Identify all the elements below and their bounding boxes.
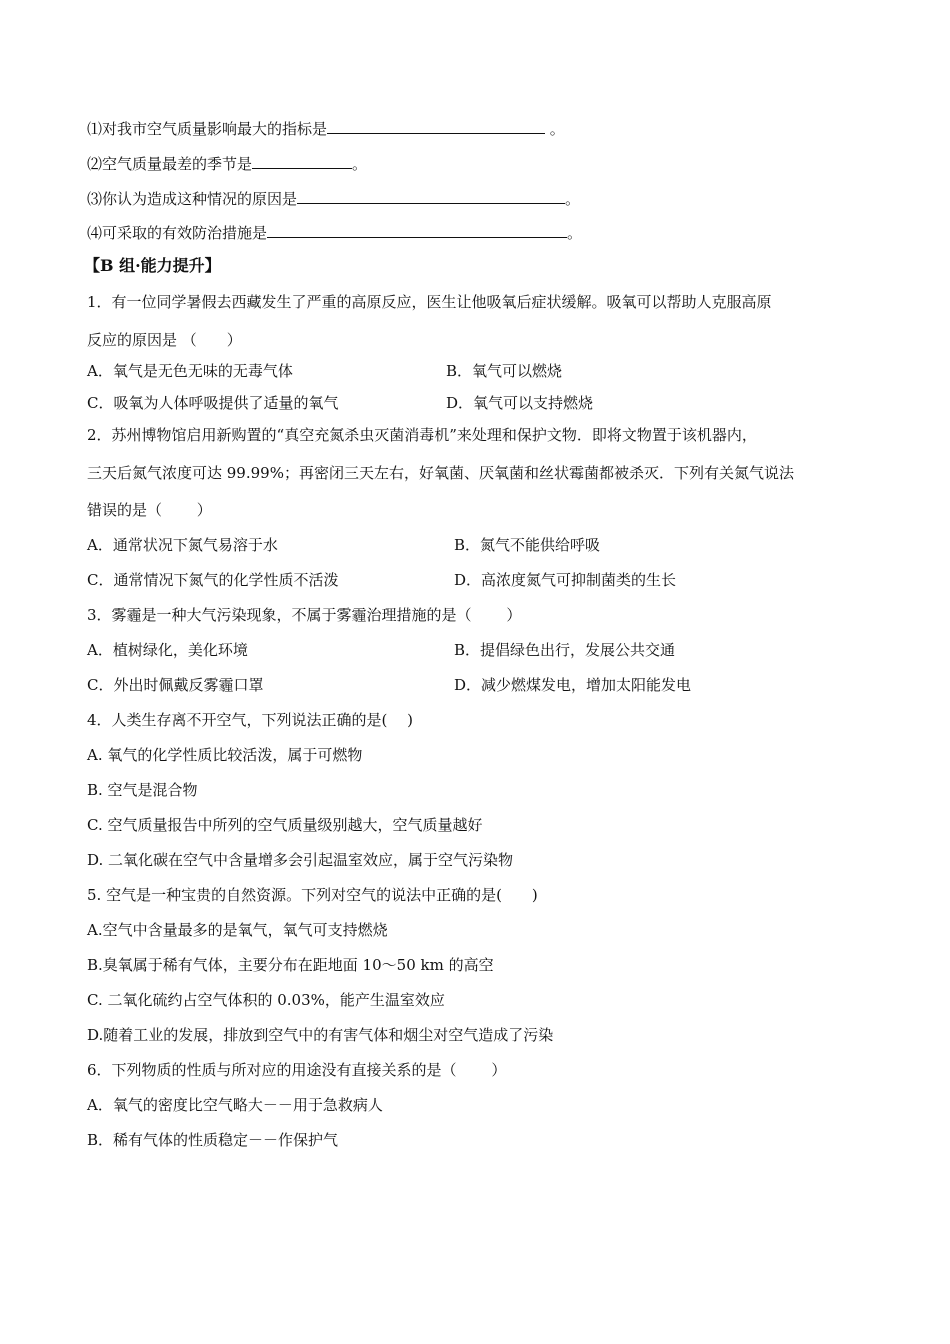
question-5-option-b[interactable]: B.臭氧属于稀有气体，主要分布在距地面 10～50 km 的高空 <box>87 956 494 974</box>
fill-question-2-suffix: 。 <box>352 155 368 173</box>
question-2-stem-line3: 错误的是（ ） <box>87 501 212 519</box>
question-1-option-d[interactable]: D．氧气可以支持燃烧 <box>446 394 594 412</box>
answer-blank-4[interactable] <box>267 222 567 238</box>
question-5-option-a[interactable]: A.空气中含量最多的是氧气，氧气可支持燃烧 <box>87 921 388 939</box>
question-4-option-a[interactable]: A. 氧气的化学性质比较活泼，属于可燃物 <box>87 746 363 764</box>
question-6-option-a[interactable]: A．氧气的密度比空气略大－－用于急救病人 <box>87 1096 383 1114</box>
fill-question-2 <box>87 153 367 174</box>
fill-question-3-suffix: 。 <box>565 190 581 208</box>
fill-question-3 <box>87 188 580 209</box>
question-1-stem-line1: 1．有一位同学暑假去西藏发生了严重的高原反应，医生让他吸氧后症状缓解。吸氧可以帮助人克服高原 <box>87 293 772 311</box>
question-1-option-c[interactable]: C．吸氧为人体呼吸提供了适量的氧气 <box>87 394 339 412</box>
question-6-option-b[interactable]: B．稀有气体的性质稳定－－作保护气 <box>87 1131 339 1149</box>
question-1-option-a[interactable]: A．氧气是无色无味的无毒气体 <box>87 362 293 380</box>
fill-question-4-suffix: 。 <box>567 224 583 242</box>
fill-question-2-text: ⑵空气质量最差的季节是 <box>87 155 253 173</box>
answer-blank-3[interactable] <box>297 188 565 204</box>
fill-question-1-text: ⑴对我市空气质量影响最大的指标是 <box>87 120 328 138</box>
question-2-stem-line1: 2．苏州博物馆启用新购置的“真空充氮杀虫灭菌消毒机”来处理和保护文物．即将文物置于该机器内， <box>87 426 757 444</box>
question-5-option-d[interactable]: D.随着工业的发展，排放到空气中的有害气体和烟尘对空气造成了污染 <box>87 1026 554 1044</box>
question-3-option-c[interactable]: C．外出时佩戴反雾霾口罩 <box>87 676 264 694</box>
section-b-title: 【B 组·能力提升】 <box>84 256 221 275</box>
question-4-option-c[interactable]: C. 空气质量报告中所列的空气质量级别越大，空气质量越好 <box>87 816 483 834</box>
question-2-option-a[interactable]: A．通常状况下氮气易溶于水 <box>87 536 278 554</box>
question-3-option-d[interactable]: D．减少燃煤发电，增加太阳能发电 <box>454 676 692 694</box>
answer-blank-2[interactable] <box>252 153 352 169</box>
question-1-option-b[interactable]: B．氧气可以燃烧 <box>446 362 563 380</box>
fill-question-4 <box>87 222 582 243</box>
fill-question-1 <box>87 118 565 139</box>
question-2-option-c[interactable]: C．通常情况下氮气的化学性质不活泼 <box>87 571 339 589</box>
question-4-option-b[interactable]: B. 空气是混合物 <box>87 781 198 799</box>
question-4-option-d[interactable]: D. 二氧化碳在空气中含量增多会引起温室效应，属于空气污染物 <box>87 851 514 869</box>
fill-question-4-text: ⑷可采取的有效防治措施是 <box>87 224 268 242</box>
answer-blank-1[interactable] <box>327 118 545 134</box>
fill-question-3-text: ⑶你认为造成这种情况的原因是 <box>87 190 298 208</box>
question-3-option-a[interactable]: A．植树绿化，美化环境 <box>87 641 248 659</box>
question-1-stem-line2: 反应的原因是 （ ） <box>87 331 242 349</box>
fill-question-1-suffix: 。 <box>545 120 565 138</box>
question-3-option-b[interactable]: B．提倡绿色出行，发展公共交通 <box>454 641 676 659</box>
question-2-option-b[interactable]: B．氮气不能供给呼吸 <box>454 536 601 554</box>
question-3-stem: 3．雾霾是一种大气污染现象，不属于雾霾治理措施的是（ ） <box>87 606 522 624</box>
question-5-stem: 5. 空气是一种宝贵的自然资源。下列对空气的说法中正确的是( ) <box>87 886 538 904</box>
question-6-stem: 6．下列物质的性质与所对应的用途没有直接关系的是（ ） <box>87 1061 507 1079</box>
question-2-stem-line2: 三天后氮气浓度可达 99.99%；再密闭三天左右，好氧菌、厌氧菌和丝状霉菌都被杀灭．下列有关氮气说法 <box>87 464 794 482</box>
question-2-option-d[interactable]: D．高浓度氮气可抑制菌类的生长 <box>454 571 677 589</box>
question-4-stem: 4．人类生存离不开空气，下列说法正确的是( ) <box>87 711 414 729</box>
question-5-option-c[interactable]: C. 二氧化硫约占空气体积的 0.03%，能产生温室效应 <box>87 991 445 1009</box>
